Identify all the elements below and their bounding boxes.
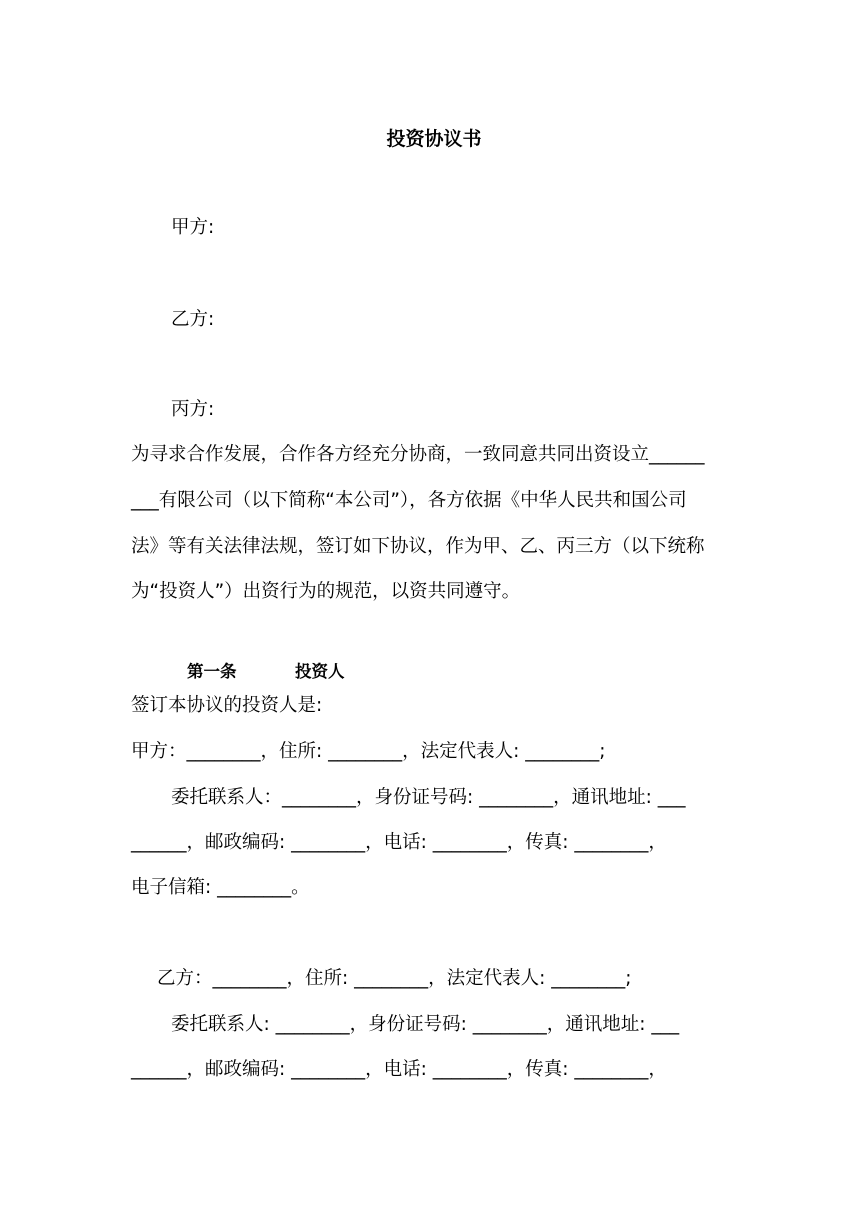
preamble-line-4: 为“投资人”）出资行为的规范，以资共同遵守。 (131, 581, 521, 602)
party-a-detail-line-3: ______，邮政编码: ________，电话: ________，传真: ________， (131, 832, 667, 853)
investors-intro: 签订本协议的投资人是: (131, 695, 323, 716)
party-b-label: 乙方: (171, 309, 215, 330)
document-title: 投资协议书 (386, 128, 482, 150)
party-b-detail-line-3: ______，邮政编码: ________，电话: ________，传真: ________， (131, 1059, 667, 1080)
preamble-line-2: ___有限公司（以下简称“本公司”），各方依据《中华人民共和国公司 (131, 490, 687, 511)
preamble-line-3: 法》等有关法律法规，签订如下协议，作为甲、乙、丙三方（以下统称 (131, 536, 705, 557)
party-a-detail-line-4: 电子信箱: ________。 (131, 877, 310, 898)
party-a-detail-line-2: 委托联系人：________，身份证号码: ________，通讯地址: ___ (171, 787, 686, 808)
preamble-line-1: 为寻求合作发展，合作各方经充分协商，一致同意共同出资设立______ (131, 444, 705, 465)
party-b-detail-line-1: 乙方：________，住所: ________，法定代表人: ________; (157, 968, 632, 989)
article-1-title: 投资人 (295, 662, 345, 681)
party-b-detail-line-2: 委托联系人: ________，身份证号码: ________，通讯地址: ___ (171, 1014, 680, 1035)
party-a-detail-line-1: 甲方：________，住所: ________，法定代表人: ________; (131, 741, 606, 762)
party-c-label: 丙方: (171, 399, 215, 420)
party-a-label: 甲方: (171, 217, 215, 238)
article-1-number: 第一条 (187, 662, 237, 681)
